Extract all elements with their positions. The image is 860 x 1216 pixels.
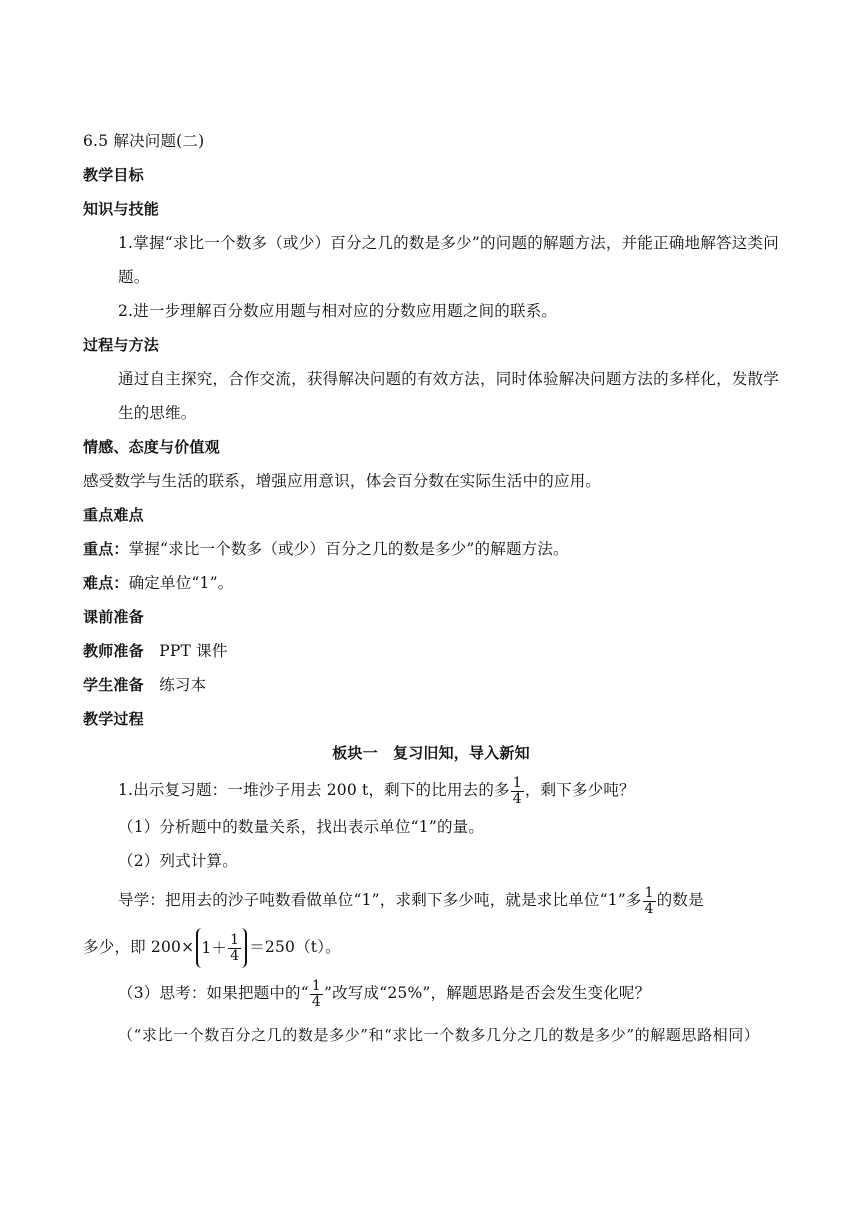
heading-emotion: 情感、态度与价值观 — [83, 438, 220, 456]
fraction-one-quarter — [511, 776, 524, 807]
process-paragraph: 通过自主探究，合作交流，获得解决问题的有效方法，同时体验解决问题方法的多样化，发散学生的思维。 — [118, 370, 779, 422]
difficulty-label: 难点： — [83, 574, 129, 592]
emotion-paragraph: 感受数学与生活的联系，增强应用意识，体会百分数在实际生活中的应用。 — [83, 472, 602, 490]
knowledge-item-2: 2.进一步理解百分数应用题与相对应的分数应用题之间的联系。 — [118, 302, 558, 320]
step-3 — [83, 972, 779, 1014]
guide-text-c: 多少，即 200× — [83, 938, 195, 956]
key-point — [83, 532, 779, 566]
lesson-title: 6.5 解决问题(二) — [83, 132, 205, 150]
formula-fraction-numerator: 1 — [230, 931, 240, 948]
teacher-prep — [83, 634, 779, 668]
heading-prep: 课前准备 — [83, 608, 144, 626]
formula-fraction-denominator: 4 — [230, 947, 240, 964]
guide-fraction-denominator: 4 — [644, 900, 654, 917]
step-1: （1）分析题中的数量关系，找出表示单位“1”的量。 — [118, 818, 485, 836]
step-2: （2）列式计算。 — [118, 852, 238, 870]
review-question-text-a: 1.出示复习题：一堆沙子用去 200 t，剩下的比用去的多 — [118, 781, 510, 799]
student-prep-label: 学生准备 — [83, 676, 144, 694]
teacher-prep-value: PPT 课件 — [159, 642, 228, 660]
student-prep-value: 练习本 — [159, 676, 207, 694]
review-question — [83, 770, 779, 810]
guide-line-1 — [83, 878, 779, 922]
review-question-text-b: ，剩下多少吨？ — [524, 781, 635, 799]
heading-knowledge: 知识与技能 — [83, 200, 160, 218]
formula-parenthesis — [196, 928, 247, 968]
step-3-fraction — [310, 979, 323, 1010]
difficulty-point — [83, 566, 779, 600]
heading-procedure: 教学过程 — [83, 710, 144, 728]
note-paragraph: （“求比一个数百分之几的数是多少”和“求比一个数多几分之几的数是多少”的解题思路相同） — [118, 1026, 760, 1044]
guide-text-a: 导学：把用去的沙子吨数看做单位“1”，求剩下多少吨，就是求比单位“1”多 — [118, 891, 642, 909]
guide-fraction — [643, 886, 656, 917]
guide-text-d: ＝250（t）。 — [249, 938, 341, 956]
key-point-label: 重点： — [83, 540, 129, 558]
heading-keypoints: 重点难点 — [83, 506, 144, 524]
step-3-fraction-numerator: 1 — [311, 977, 321, 994]
step-3-text-a: （3）思考：如果把题中的“ — [118, 984, 309, 1002]
student-prep — [83, 668, 779, 702]
document-page — [83, 124, 779, 1050]
knowledge-item-1: 1.掌握“求比一个数多（或少）百分之几的数是多少”的问题的解题方法，并能正确地解答这类问题。 — [118, 234, 779, 286]
section-heading-1: 板块一 复习旧知，导入新知 — [332, 744, 530, 762]
guide-line-2 — [83, 922, 779, 972]
fraction-denominator: 4 — [512, 790, 522, 807]
teacher-prep-label: 教师准备 — [83, 642, 144, 660]
fraction-numerator: 1 — [512, 774, 522, 791]
formula-one-plus: 1＋ — [201, 939, 228, 957]
step-3-text-b: ”改写成“25%”，解题思路是否会发生变化呢？ — [324, 984, 651, 1002]
heading-process: 过程与方法 — [83, 336, 160, 354]
guide-text-b: 的数是 — [656, 891, 704, 909]
difficulty-text: 确定单位“1”。 — [128, 574, 234, 592]
guide-fraction-numerator: 1 — [644, 884, 654, 901]
formula-fraction — [228, 933, 241, 964]
heading-objectives: 教学目标 — [83, 166, 144, 184]
step-3-fraction-denominator: 4 — [311, 993, 321, 1010]
key-point-text: 掌握“求比一个数多（或少）百分之几的数是多少”的解题方法。 — [128, 540, 569, 558]
